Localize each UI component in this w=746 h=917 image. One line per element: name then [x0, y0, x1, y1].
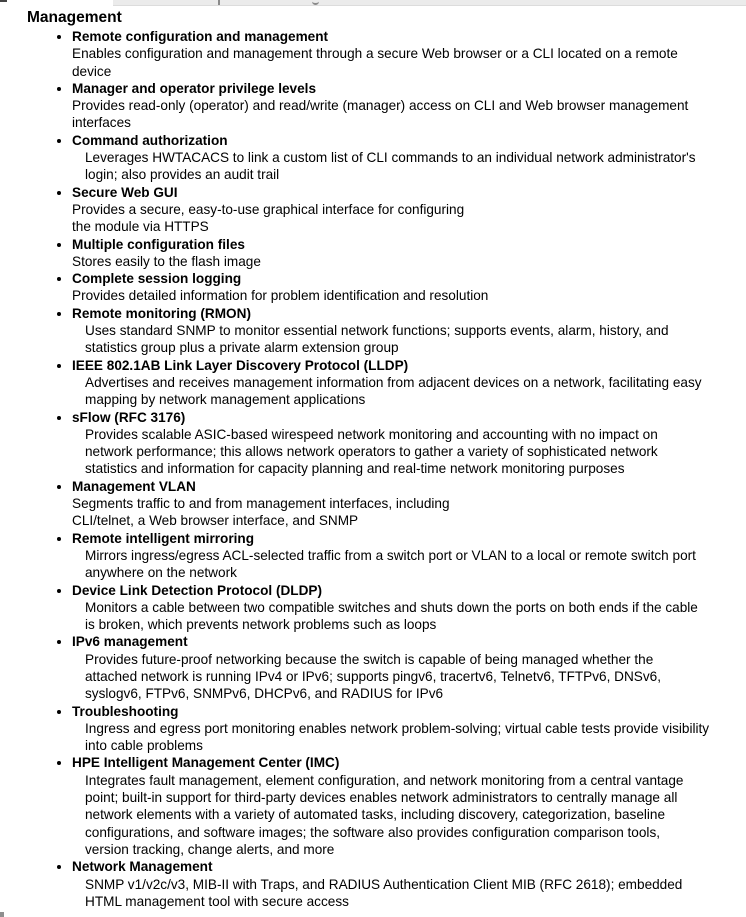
bullet-icon — [57, 312, 61, 316]
feature-title — [0, 409, 746, 426]
bullet-icon — [57, 364, 61, 368]
feature-title-label: Troubleshooting — [72, 703, 179, 719]
feature-title — [0, 305, 746, 322]
feature-title — [0, 184, 746, 201]
feature-item — [0, 633, 746, 702]
feature-title-label: Management VLAN — [72, 478, 196, 494]
feature-title-label: IEEE 802.1AB Link Layer Discovery Protocol (LLDP) — [72, 357, 409, 373]
feature-description-line: Leverages HWTACACS to link a custom list of CLI commands to an individual network administrator's — [85, 150, 696, 166]
feature-title — [0, 754, 746, 771]
feature-title-label: Network Management — [72, 859, 213, 875]
feature-item — [0, 858, 746, 910]
feature-description-line: into cable problems — [85, 738, 203, 754]
feature-description-line: network performance; this allows network operators to gather a variety of sophisticated network — [85, 444, 658, 460]
feature-description-line: HTML management tool with secure access — [85, 893, 349, 909]
feature-item — [0, 703, 746, 755]
cropped-glyph-fragment — [218, 0, 220, 5]
feature-description-line: Provides scalable ASIC-based wirespeed network monitoring and accounting with no impact on — [85, 426, 658, 442]
bullet-icon — [57, 191, 61, 195]
feature-description-line: anywhere on the network — [85, 565, 237, 581]
feature-description-line: Stores easily to the flash image — [72, 253, 261, 269]
feature-title — [0, 28, 746, 45]
management-section — [0, 8, 746, 910]
feature-description-line: statistics group plus a private alarm extension group — [85, 340, 399, 356]
feature-description-line: Uses standard SNMP to monitor essential network functions; supports events, alarm, history, and — [85, 323, 669, 339]
feature-item — [0, 582, 746, 634]
feature-description-line: device — [72, 63, 112, 79]
bullet-icon — [57, 865, 61, 869]
feature-title-label: Manager and operator privilege levels — [72, 80, 317, 96]
feature-description-line: Advertises and receives management information from adjacent devices on a network, facilitating easy — [85, 374, 702, 390]
cropped-content-mark-bottom-left — [0, 912, 4, 917]
feature-description-line: Segments traffic to and from management interfaces, including — [72, 496, 450, 512]
feature-title — [0, 530, 746, 547]
bullet-icon — [57, 485, 61, 489]
feature-title-label: sFlow (RFC 3176) — [72, 409, 186, 425]
feature-title — [0, 703, 746, 720]
feature-description-line: Integrates fault management, element configuration, and network monitoring from a central vantage — [85, 772, 684, 788]
feature-description-line: Monitors a cable between two compatible switches and shuts down the ports on both ends if the cable — [85, 599, 698, 615]
bullet-icon — [57, 710, 61, 714]
feature-item — [0, 530, 746, 582]
feature-item — [0, 236, 746, 271]
feature-description-line: attached network is running IPv4 or IPv6; supports pingv6, tracertv6, Telnetv6, TFTPv6, DNSv6, — [85, 668, 661, 684]
feature-title — [0, 357, 746, 374]
feature-list — [0, 28, 746, 910]
feature-title — [0, 270, 746, 287]
feature-description-line: mapping by network management applications — [85, 392, 366, 408]
feature-description-line: interfaces — [72, 115, 131, 131]
feature-title — [0, 633, 746, 650]
feature-title-label: Remote monitoring (RMON) — [72, 305, 251, 321]
feature-description-line: point; built-in support for third-party devices enables network administrators to centrally manage all — [85, 790, 678, 806]
feature-description-line: login; also provides an audit trail — [85, 167, 280, 183]
cropped-previous-row-strip — [113, 0, 746, 6]
feature-description-line: Provides read-only (operator) and read/write (manager) access on CLI and Web browser management — [72, 98, 689, 114]
feature-description-line: SNMP v1/v2c/v3, MIB-II with Traps, and RADIUS Authentication Client MIB (RFC 2618); embedded — [85, 876, 683, 892]
feature-item — [0, 80, 746, 132]
bullet-icon — [57, 277, 61, 281]
feature-description-line: statistics and information for capacity planning and real-time network monitoring purposes — [85, 461, 625, 477]
feature-title-label: IPv6 management — [72, 634, 188, 650]
section-heading: Management — [27, 9, 122, 26]
bullet-icon — [57, 139, 61, 143]
feature-description-line: CLI/telnet, a Web browser interface, and SNMP — [72, 513, 359, 529]
feature-title-label: Remote configuration and management — [72, 29, 329, 44]
bullet-icon — [57, 243, 61, 247]
feature-item — [0, 754, 746, 858]
feature-description-line: Provides detailed information for problem identification and resolution — [72, 288, 489, 304]
feature-title-label: Command authorization — [72, 132, 228, 148]
feature-title — [0, 236, 746, 253]
bullet-icon — [57, 640, 61, 644]
feature-title — [0, 132, 746, 149]
bullet-icon — [57, 35, 61, 39]
feature-item — [0, 132, 746, 184]
feature-item — [0, 270, 746, 305]
feature-title-label: Multiple configuration files — [72, 236, 245, 252]
feature-item — [0, 478, 746, 530]
feature-item — [0, 357, 746, 409]
feature-description-line: Enables configuration and management through a secure Web browser or a CLI located on a remote — [72, 46, 678, 62]
feature-item — [0, 409, 746, 478]
feature-description-line: the module via HTTPS — [72, 219, 209, 235]
feature-description-line: Mirrors ingress/egress ACL-selected traffic from a switch port or VLAN to a local or remote switch port — [85, 547, 696, 563]
bullet-icon — [57, 761, 61, 765]
feature-description-line: Provides a secure, easy-to-use graphical interface for configuring — [72, 201, 465, 217]
feature-title — [0, 80, 746, 97]
feature-title — [0, 478, 746, 495]
bullet-icon — [57, 589, 61, 593]
bullet-icon — [57, 87, 61, 91]
feature-title-label: Secure Web GUI — [72, 184, 178, 200]
feature-description-line: Provides future-proof networking because the switch is capable of being managed whether the — [85, 651, 654, 667]
feature-title-label: HPE Intelligent Management Center (IMC) — [72, 755, 340, 771]
feature-item — [0, 28, 746, 80]
feature-item — [0, 184, 746, 236]
feature-description-line: network elements with a variety of automated tasks, including discovery, categorization, baseline — [85, 807, 666, 823]
bullet-icon — [57, 537, 61, 541]
feature-title-label: Remote intelligent mirroring — [72, 530, 255, 546]
bullet-icon — [57, 416, 61, 420]
feature-description-line: Ingress and egress port monitoring enables network problem-solving; virtual cable tests provide visibility — [85, 720, 710, 736]
feature-title-label: Complete session logging — [72, 271, 242, 287]
feature-description-line: configurations, and software images; the software also provides configuration comparison tools, — [85, 824, 661, 840]
feature-title-label: Device Link Detection Protocol (DLDP) — [72, 582, 323, 598]
feature-description-line: version tracking, change alerts, and more — [85, 841, 335, 857]
feature-description-line: syslogv6, FTPv6, SNMPv6, DHCPv6, and RADIUS for IPv6 — [85, 686, 444, 702]
feature-title — [0, 858, 746, 875]
feature-description-line: is broken, which prevents network problems such as loops — [85, 617, 437, 633]
feature-item — [0, 305, 746, 357]
cropped-content-mark-top-left — [0, 0, 7, 2]
feature-title — [0, 582, 746, 599]
cropped-glyph-fragment — [312, 1, 319, 5]
